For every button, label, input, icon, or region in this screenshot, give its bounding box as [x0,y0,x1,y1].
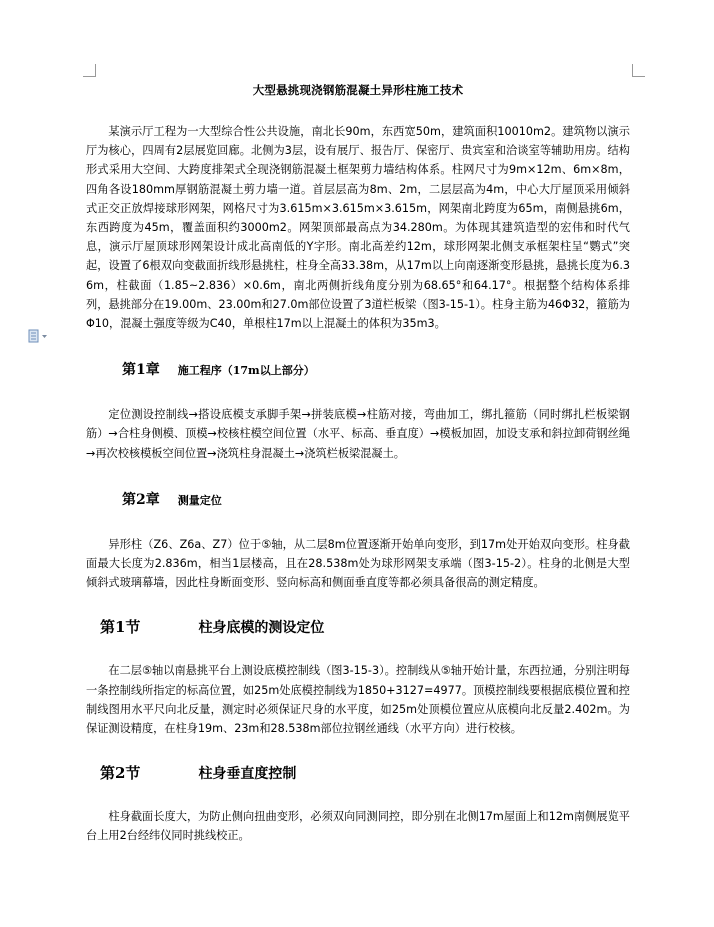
chapter1-paragraph: 定位测设控制线→搭设底模支承脚手架→拼装底模→柱筋对接，弯曲加工，绑扎箍筋（同时绑扎栏板梁钢筋）→合柱身侧模、顶模→校核柱模空间位置（水平、标高、垂直度）→模板加固，加设支承和斜拉卸荷钢丝绳→再次校核模板空间位置→浇筑柱身混凝土→浇筑栏板梁混凝土。 [86,408,630,460]
section-number: 第2节 [100,764,141,783]
chapter2-paragraph: 异形柱（Z6、Z6a、Z7）位于⑤轴，从二层8m位置逐渐开始单向变形，到17m处开始双向变形。柱身截面最大长度为2.836m，相当1层楼高，且在28.538m处为球形网架支承端（图3-15-2）。柱身的北侧是大型倾斜式玻璃幕墙，因此柱身断面变形、竖向标高和侧面垂直度等都必须具备很高的测定精度。 [86,537,630,590]
chapter-title: 施工程序（17m以上部分） [177,364,315,378]
chapter-heading-1 [122,359,630,379]
section1-paragraph: 在二层⑤轴以南悬挑平台上测设底模控制线（图3-15-3）。控制线从⑤轴开始计量，东西拉通，分别注明每一条控制线所指定的标高位置，如25m处底模控制线为1850+3127=4977。顶模控制线要根据底模位置和控制线图用水平尺向北反量，测定时必须保证尺身的水平度，如25m处顶模位置应从底模向北反量2.402m。为保证测设精度，在柱身19m、23m和28.538m部位拉钢丝通线（水平方向）进行校核。 [86,664,630,736]
intro-paragraph: 某演示厅工程为一大型综合性公共设施，南北长90m，东西宽50m，建筑面积10010m2。建筑物以演示厅为核心，四周有2层展览回廊。北侧为3层，设有展厅、报告厅、保密厅、贵宾室和洽谈室等辅助用房。结构形式采用大空间、大跨度排架式全现浇钢筋混凝土框架剪力墙结构体系。柱网尺寸为9m×12m、6m×8m，四角各设180mm厚钢筋混凝土剪力墙一道。首层层高为8m、2m，二层层高为4m，中心大厅屋顶采用倾斜式正交正放焊接球形网架，网格尺寸为3.615m×3.615m×3.615m，网架南北跨度为65m，南侧悬挑6m，东西跨度为45m，覆盖面积约3000m2。网架顶部最高点为34.280m。为体现其建筑造型的宏伟和时代气息，演示厅屋顶球形网架设计成北高南低的Y字形。南北高差约12m，球形网架北侧支承框架柱呈“鹦式”突起，设置了6根双向变截面折线形悬挑柱，柱身全高33.38m，从17m以上向南逐渐变形悬挑，悬挑长度为6.36m，柱截面（1.85~2.836）×0.6m，南北两侧折线角度分别为68.65°和64.17°。根据整个结构体系排列，悬挑部分在19.00m、23.00m和27.0m部位设置了3道栏板梁（图3-15-1）。柱身主筋为46Φ32，箍筋为Φ10，混凝土强度等级为C40，单根柱17m以上混凝土的体积为35m3。 [86,125,630,331]
section-title: 柱身底模的测设定位 [198,620,325,637]
document-icon[interactable] [28,328,50,342]
section-number: 第1节 [100,618,141,637]
chapter-number: 第2章 [122,491,160,508]
chapter-number: 第1章 [122,362,160,379]
section-title: 柱身垂直度控制 [198,766,297,783]
section2-paragraph: 柱身截面长度大，为防止侧向扭曲变形，必须双向同测同控，即分别在北侧17m屋面上和12m南侧展览平台上用2台经纬仪同时挑线校正。 [86,810,630,843]
document-body [86,82,630,846]
section-heading-2 [100,762,630,783]
section-heading-1 [100,616,630,637]
margin-corner-mark-left [83,64,96,77]
page-title: 大型悬挑现浇钢筋混凝土异形柱施工技术 [252,83,464,97]
margin-corner-mark-right [632,64,645,77]
chapter-title: 测量定位 [177,493,222,507]
chapter-heading-2 [122,489,630,509]
